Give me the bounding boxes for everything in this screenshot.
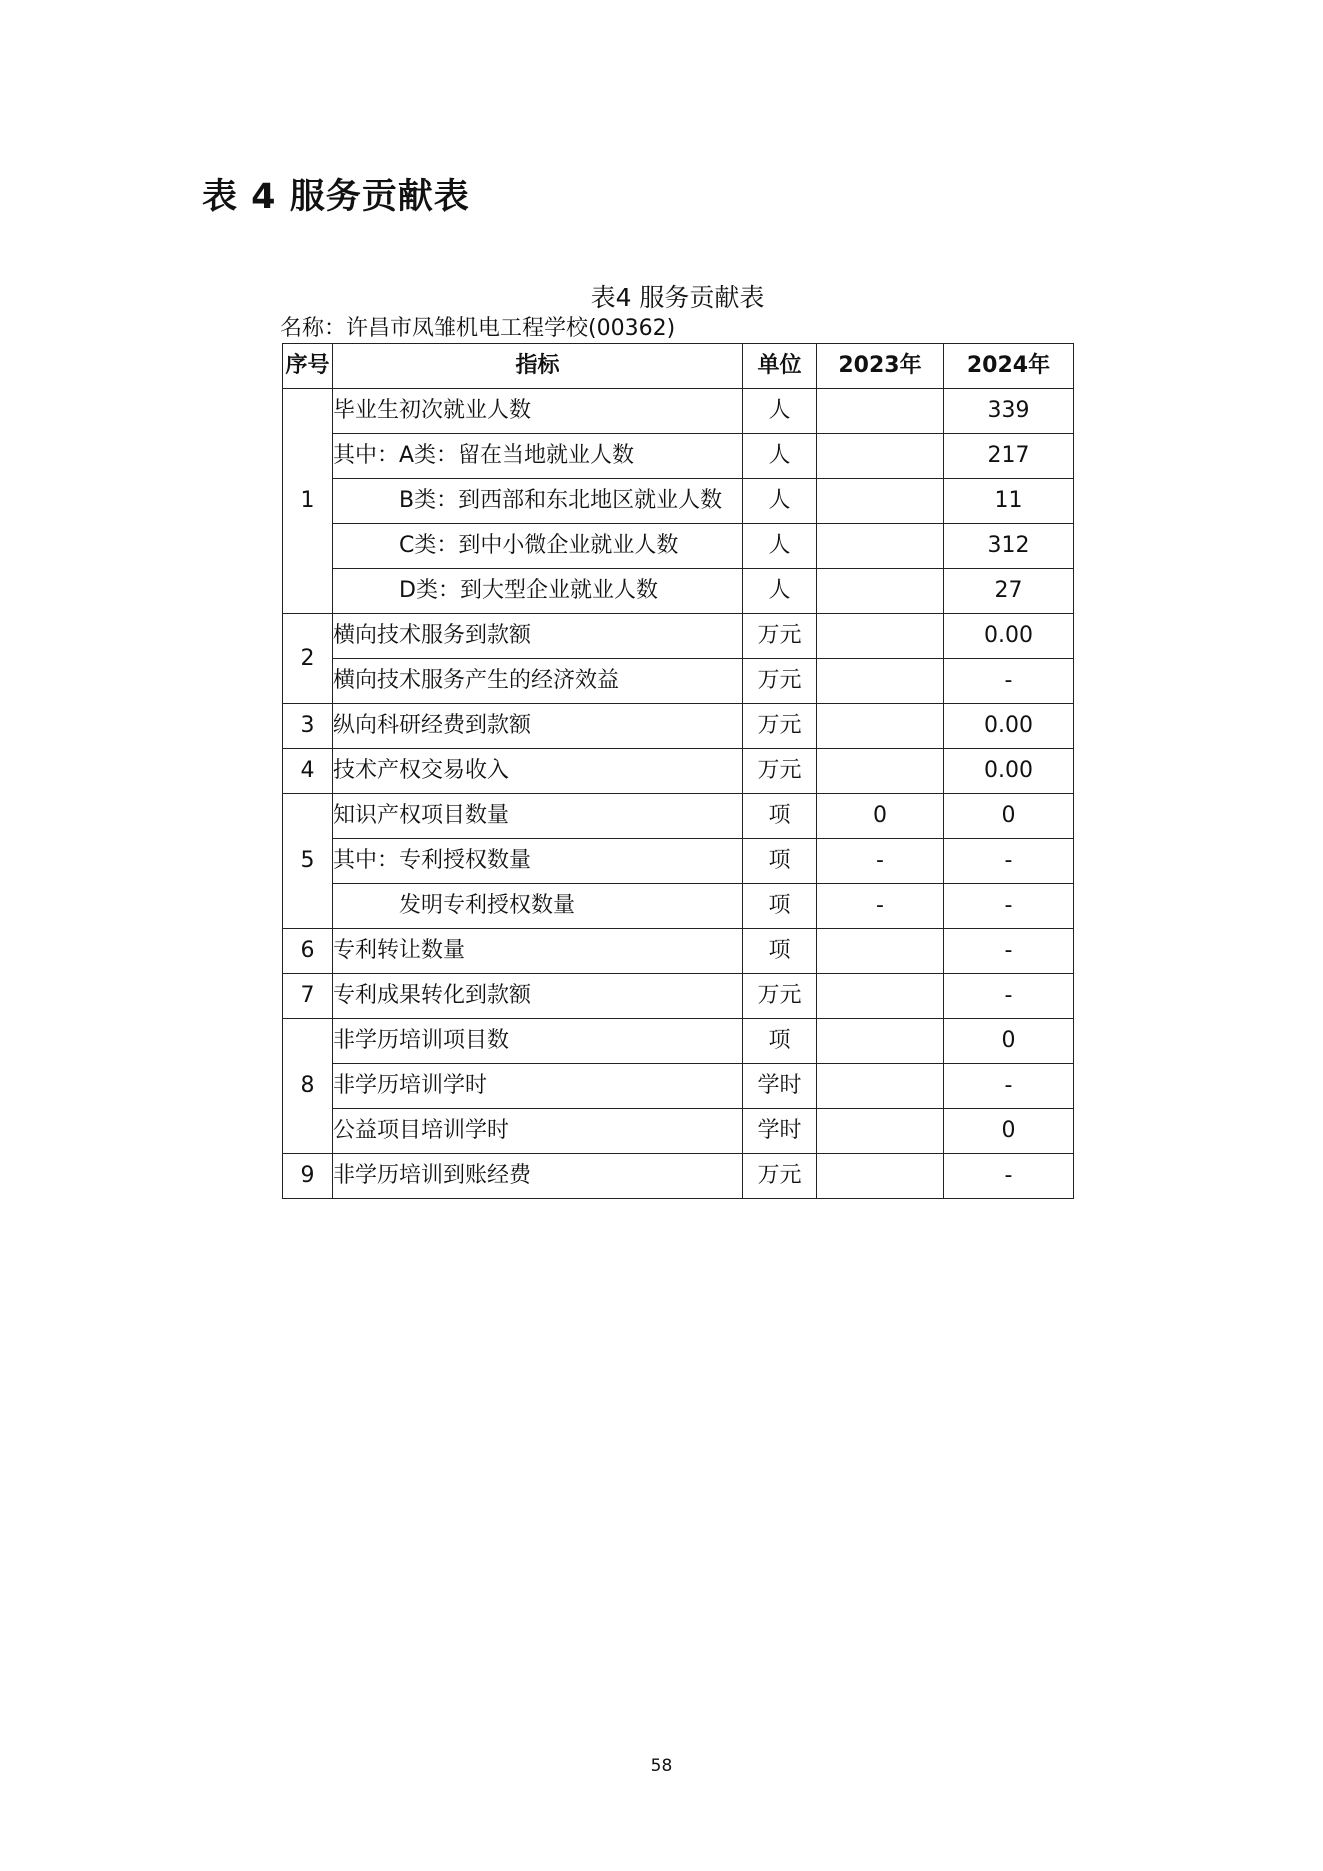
row-value-2023: -: [817, 884, 944, 929]
header-2023: 2023年: [817, 344, 944, 389]
row-metric: 非学历培训项目数: [333, 1019, 743, 1064]
header-metric: 指标: [333, 344, 743, 389]
row-index: 7: [283, 974, 333, 1019]
row-unit: 人: [743, 389, 817, 434]
row-metric: 非学历培训学时: [333, 1064, 743, 1109]
row-unit: 人: [743, 479, 817, 524]
table-header-row: [283, 344, 1074, 389]
row-value-2023: [817, 479, 944, 524]
header-unit: 单位: [743, 344, 817, 389]
row-index: 2: [283, 614, 333, 704]
table-row: [283, 389, 1074, 434]
row-metric: 横向技术服务到款额: [333, 614, 743, 659]
row-metric: 技术产权交易收入: [333, 749, 743, 794]
row-unit: 项: [743, 794, 817, 839]
row-unit: 项: [743, 1019, 817, 1064]
row-unit: 万元: [743, 614, 817, 659]
table-row: [283, 749, 1074, 794]
row-value-2023: [817, 1109, 944, 1154]
row-value-2024: -: [944, 929, 1074, 974]
row-metric: 专利成果转化到款额: [333, 974, 743, 1019]
row-unit: 学时: [743, 1109, 817, 1154]
row-value-2024: 0.00: [944, 704, 1074, 749]
service-contribution-table: [282, 343, 1074, 1199]
row-value-2024: 0: [944, 794, 1074, 839]
row-metric: D类：到大型企业就业人数: [333, 569, 743, 614]
header-index: 序号: [283, 344, 333, 389]
section-title: 表 4 服务贡献表: [202, 177, 470, 217]
row-index: 5: [283, 794, 333, 929]
row-index: 4: [283, 749, 333, 794]
row-value-2023: [817, 569, 944, 614]
row-unit: 项: [743, 839, 817, 884]
row-unit: 万元: [743, 704, 817, 749]
row-unit: 万元: [743, 1154, 817, 1199]
row-value-2024: 11: [944, 479, 1074, 524]
row-value-2023: [817, 1019, 944, 1064]
table-row: [283, 974, 1074, 1019]
row-unit: 项: [743, 929, 817, 974]
row-value-2023: [817, 974, 944, 1019]
row-unit: 人: [743, 569, 817, 614]
table-row: [283, 1154, 1074, 1199]
table-row: [283, 884, 1074, 929]
row-value-2024: 0: [944, 1019, 1074, 1064]
row-metric: 横向技术服务产生的经济效益: [333, 659, 743, 704]
header-2024: 2024年: [944, 344, 1074, 389]
row-unit: 人: [743, 524, 817, 569]
row-value-2023: [817, 524, 944, 569]
table-row: [283, 434, 1074, 479]
row-metric: 知识产权项目数量: [333, 794, 743, 839]
row-value-2024: 27: [944, 569, 1074, 614]
row-unit: 万元: [743, 659, 817, 704]
row-unit: 项: [743, 884, 817, 929]
row-metric: B类：到西部和东北地区就业人数: [333, 479, 743, 524]
row-metric: 专利转让数量: [333, 929, 743, 974]
table-caption: 表4 服务贡献表: [590, 283, 765, 312]
row-metric: 非学历培训到账经费: [333, 1154, 743, 1199]
table-org-label: 名称：许昌市凤雏机电工程学校(00362): [280, 316, 676, 341]
row-metric: 其中：A类：留在当地就业人数: [333, 434, 743, 479]
row-value-2023: [817, 434, 944, 479]
table-row: [283, 1019, 1074, 1064]
row-index: 8: [283, 1019, 333, 1154]
table-row: [283, 929, 1074, 974]
row-metric: 公益项目培训学时: [333, 1109, 743, 1154]
row-unit: 万元: [743, 974, 817, 1019]
row-value-2024: 217: [944, 434, 1074, 479]
row-value-2024: -: [944, 659, 1074, 704]
table-row: [283, 704, 1074, 749]
table-row: [283, 524, 1074, 569]
table-row: [283, 614, 1074, 659]
table-row: [283, 479, 1074, 524]
row-index: 1: [283, 389, 333, 614]
row-index: 6: [283, 929, 333, 974]
row-unit: 人: [743, 434, 817, 479]
row-value-2023: [817, 929, 944, 974]
row-value-2024: -: [944, 1154, 1074, 1199]
row-value-2024: 0.00: [944, 749, 1074, 794]
row-value-2023: [817, 749, 944, 794]
row-index: 3: [283, 704, 333, 749]
row-unit: 万元: [743, 749, 817, 794]
table-row: [283, 1064, 1074, 1109]
table-row: [283, 659, 1074, 704]
row-value-2024: 312: [944, 524, 1074, 569]
row-metric: 纵向科研经费到款额: [333, 704, 743, 749]
row-value-2024: -: [944, 884, 1074, 929]
row-unit: 学时: [743, 1064, 817, 1109]
row-value-2024: 339: [944, 389, 1074, 434]
row-value-2023: 0: [817, 794, 944, 839]
row-value-2024: 0: [944, 1109, 1074, 1154]
row-value-2023: -: [817, 839, 944, 884]
row-index: 9: [283, 1154, 333, 1199]
row-metric: 发明专利授权数量: [333, 884, 743, 929]
row-value-2024: -: [944, 839, 1074, 884]
row-value-2023: [817, 389, 944, 434]
table-row: [283, 839, 1074, 884]
row-value-2024: 0.00: [944, 614, 1074, 659]
row-value-2023: [817, 614, 944, 659]
row-value-2023: [817, 704, 944, 749]
table-row: [283, 794, 1074, 839]
row-value-2024: -: [944, 974, 1074, 1019]
row-value-2023: [817, 1154, 944, 1199]
table-row: [283, 1109, 1074, 1154]
page-number: 58: [650, 1756, 673, 1776]
row-metric: 其中：专利授权数量: [333, 839, 743, 884]
row-metric: 毕业生初次就业人数: [333, 389, 743, 434]
row-value-2024: -: [944, 1064, 1074, 1109]
row-value-2023: [817, 1064, 944, 1109]
row-metric: C类：到中小微企业就业人数: [333, 524, 743, 569]
row-value-2023: [817, 659, 944, 704]
table-row: [283, 569, 1074, 614]
